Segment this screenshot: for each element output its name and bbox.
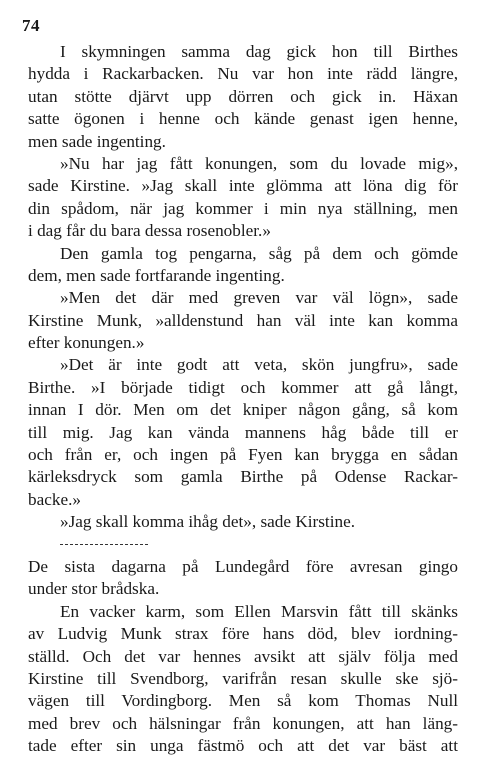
- text-line: Kirstine till Svendborg, varifrån resan skulle ske sjö-: [28, 668, 458, 688]
- text-line: med brev och hälsningar från konungen, att han läng-: [28, 713, 458, 733]
- text-line: kärleksdryck som gamla Birthe på Odense Rackar-: [28, 467, 458, 487]
- text-line: De sista dagarna på Lundegård före avresan gingo: [28, 556, 458, 576]
- text-line: innan I dör. Men om det kniper någon gång, så kom: [28, 400, 458, 420]
- text-line: Kirstine Munk, »alldenstund han väl inte kan komma: [28, 310, 458, 330]
- text-line: efter konungen.»: [28, 333, 145, 353]
- text-line: tade efter sin unga fästmö och att det var bäst att: [28, 736, 458, 756]
- text-line: och från er, och ingen på Fyen kan brygga en sådan: [28, 445, 458, 465]
- section-divider: [28, 534, 458, 556]
- text-line: Den gamla tog pengarna, såg på dem och gömde: [60, 243, 458, 263]
- text-line: »Men det där med greven var väl lögn», sade: [60, 288, 458, 308]
- text-line: Birthe. »I började tidigt och kommer att gå långt,: [28, 377, 458, 397]
- text-line: men sade ingenting.: [28, 131, 166, 151]
- text-line: dem, men sade fortfarande ingenting.: [28, 265, 285, 285]
- text-line: ställd. Och det var hennes avsikt att själv följa med: [28, 646, 458, 666]
- text-line: »Jag skall komma ihåg det», sade Kirstine.: [60, 512, 355, 532]
- text-line: backe.»: [28, 489, 81, 509]
- text-line: I skymningen samma dag gick hon till Birthes: [60, 42, 458, 61]
- text-line: i dag får du bara dessa rosenobler.»: [28, 221, 271, 241]
- text-line: utan stötte djärvt upp dörren och gick in. Häxan: [28, 86, 458, 106]
- text-line: av Ludvig Munk strax före hans död, blev iordning-: [28, 624, 458, 644]
- body-text: [28, 41, 458, 758]
- text-line: satte ögonen i henne och kände genast igen henne,: [28, 109, 458, 129]
- text-line: »Nu har jag fått konungen, som du lovade mig»,: [60, 153, 458, 173]
- text-line: din spådom, när jag kommer i min nya ställning, men: [28, 198, 458, 218]
- text-line: sade Kirstine. »Jag skall inte glömma att löna dig för: [28, 176, 458, 196]
- page-number: 74: [22, 16, 40, 35]
- text-line: »Det är inte godt att veta, skön jungfru», sade: [60, 355, 458, 375]
- text-line: hydda i Rackarbacken. Nu var hon inte rädd längre,: [28, 64, 458, 84]
- text-line: vägen till Vordingborg. Men så kom Thomas Null: [28, 691, 458, 711]
- text-line: under stor brådska.: [28, 579, 160, 599]
- text-line: till mig. Jag kan vända mannens håg både till er: [28, 422, 458, 442]
- text-line: En vacker karm, som Ellen Marsvin fått till skänks: [60, 601, 458, 621]
